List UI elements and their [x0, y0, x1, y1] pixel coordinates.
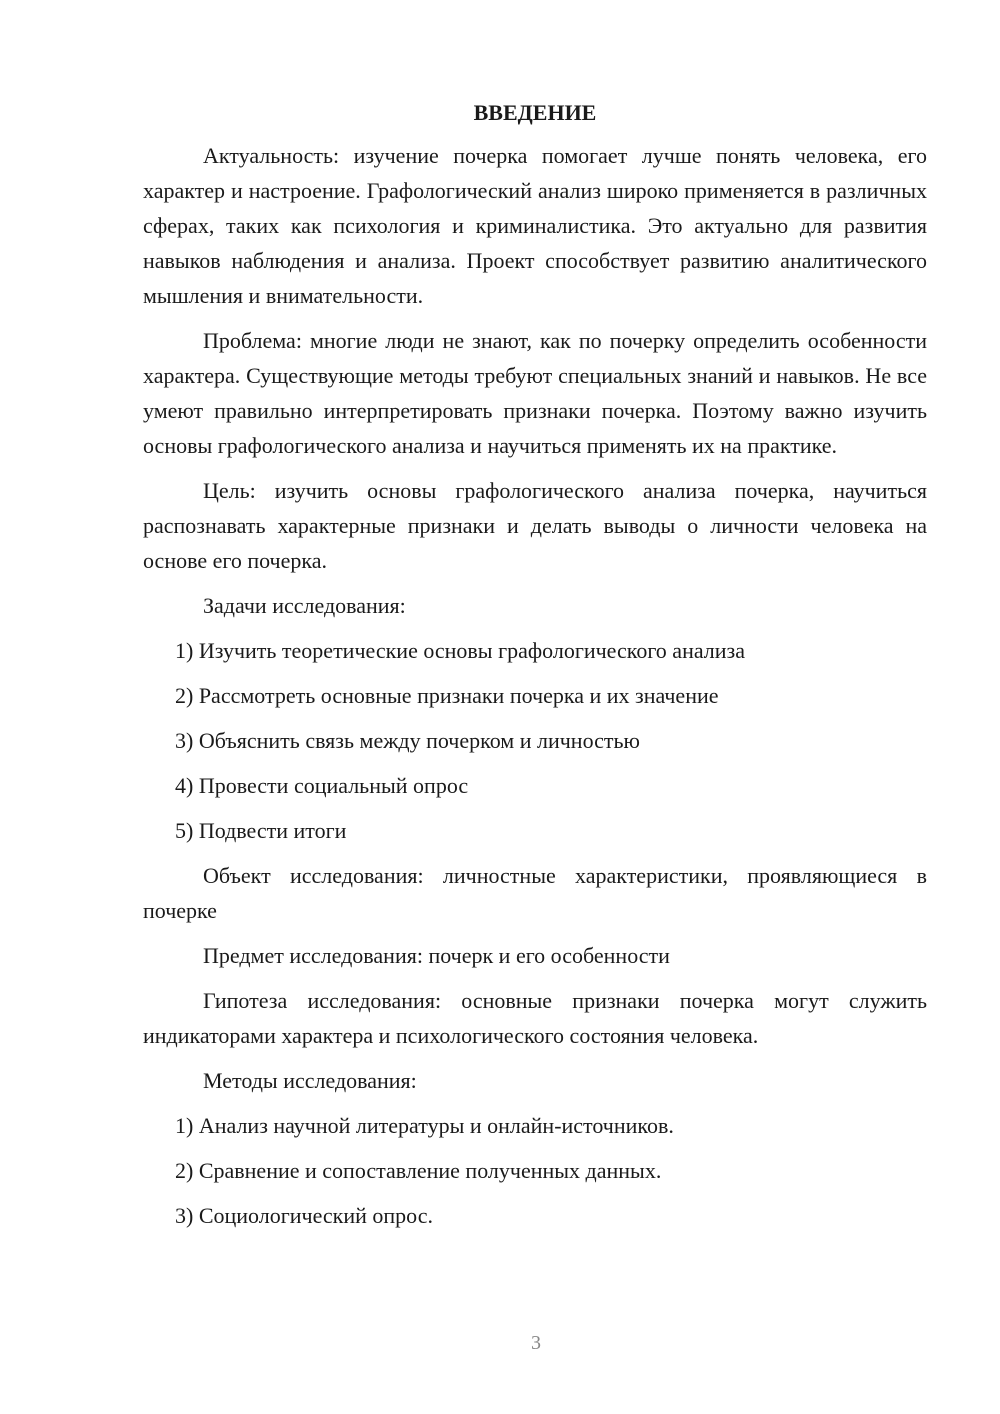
section-title: ВВЕДЕНИЕ	[473, 100, 597, 125]
page-number: 3	[531, 1332, 541, 1354]
tasks-heading: Задачи исследования:	[203, 593, 406, 618]
task-item: 2) Рассмотреть основные признаки почерка и их значение	[175, 683, 719, 708]
relevance-paragraph: Актуальность: изучение почерка помогает лучше понять человека, его характер и настроение. Графологический анализ широко применяется в различных сферах, таких как психология и криминалистика. Это актуально для развития навыков наблюдения и анализа. Проект способствует развитию аналитического мышления и внимательности.	[143, 143, 927, 308]
subject-paragraph: Предмет исследования: почерк и его особенности	[203, 943, 670, 968]
method-item: 3) Социологический опрос.	[175, 1203, 433, 1228]
task-item: 3) Объяснить связь между почерком и личностью	[175, 728, 640, 753]
task-item: 4) Провести социальный опрос	[175, 773, 469, 798]
method-item: 2) Сравнение и сопоставление полученных данных.	[175, 1158, 662, 1183]
method-item: 1) Анализ научной литературы и онлайн-источников.	[175, 1113, 674, 1138]
problem-paragraph: Проблема: многие люди не знают, как по почерку определить особенности характера. Существующие методы требуют специальных знаний и навыков. Не все умеют правильно интерпретировать признаки почерка. Поэтому важно изучить основы графологического анализа и научиться применять их на практике.	[143, 328, 927, 458]
task-item: 5) Подвести итоги	[175, 818, 347, 843]
methods-heading: Методы исследования:	[203, 1068, 417, 1093]
task-item: 1) Изучить теоретические основы графологического анализа	[175, 638, 746, 663]
goal-paragraph: Цель: изучить основы графологического анализа почерка, научиться распознавать характерные признаки и делать выводы о личности человека на основе его почерка.	[143, 478, 927, 573]
object-paragraph: Объект исследования: личностные характеристики, проявляющиеся в почерке	[143, 863, 927, 923]
document-page	[143, 95, 927, 1243]
hypothesis-paragraph: Гипотеза исследования: основные признаки почерка могут служить индикаторами характера и психологического состояния человека.	[143, 988, 927, 1048]
